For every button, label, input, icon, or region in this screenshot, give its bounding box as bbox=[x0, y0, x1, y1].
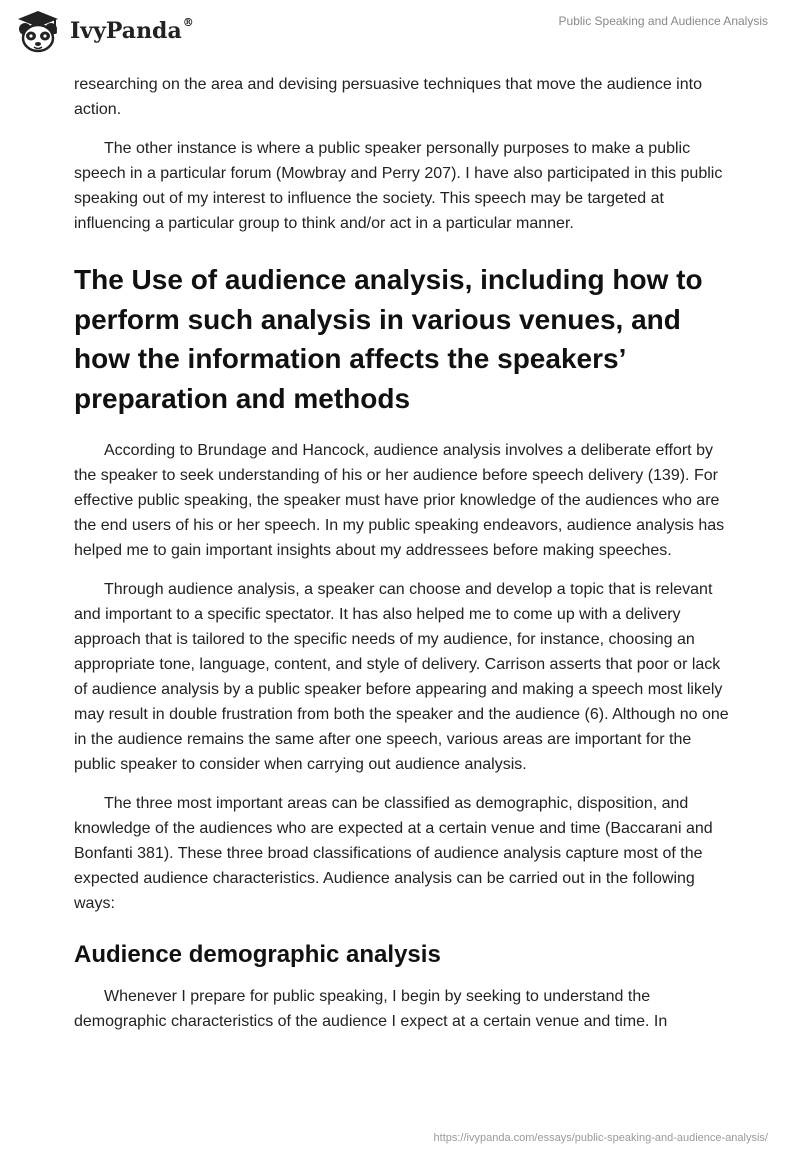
logo-wordmark: IvyPanda® bbox=[70, 16, 194, 44]
subsection-heading: Audience demographic analysis bbox=[74, 941, 441, 968]
paragraph: The three most important areas can be classified as demographic, disposition, and knowledge of the audiences who are expected at a certain venue and time (Baccarani and Bonfanti 381). These three broad classifications of audience analysis capture most of the expected audience characteristics. Audience analysis can be carried out in the following ways: bbox=[74, 795, 713, 912]
source-url: https://ivypanda.com/essays/public-speaking-and-audience-analysis/ bbox=[433, 1132, 768, 1144]
paragraph: According to Brundage and Hancock, audience analysis involves a deliberate effort by the speaker to seek understanding of his or her audience before speech delivery (139). For effective public speaking, the speaker must have prior knowledge of the audiences who are the end users of his or her speech. In my public speaking endeavors, audience analysis has helped me to gain important insights about my addressees before making speeches. bbox=[74, 442, 725, 559]
paragraph: The other instance is where a public speaker personally purposes to make a public speech in a particular forum (Mowbray and Perry 207). I have also participated in this public speaking out of my interest to influence the society. This speech may be targeted at influencing a particular group to think and/or act in a particular manner. bbox=[74, 140, 723, 232]
page-header bbox=[0, 0, 800, 72]
section-heading: The Use of audience analysis, including how to perform such analysis in various venues, and how the information affects the speakers’ preparation and methods bbox=[74, 264, 703, 414]
panda-logo-icon bbox=[14, 9, 62, 53]
paragraph-continued: researching on the area and devising persuasive techniques that move the audience into action. bbox=[74, 76, 702, 118]
ivypanda-logo[interactable] bbox=[14, 9, 194, 53]
essay-content bbox=[74, 72, 734, 1048]
paragraph: Whenever I prepare for public speaking, I begin by seeking to understand the demographic characteristics of the audience I expect at a certain venue and time. In bbox=[74, 988, 668, 1030]
paragraph: Through audience analysis, a speaker can choose and develop a topic that is relevant and important to a specific spectator. It has also helped me to come up with a delivery approach that is tailored to the specific needs of my audience, for instance, choosing an appropriate tone, language, content, and style of delivery. Carrison asserts that poor or lack of audience analysis by a public speaker before appearing and making a speech most likely may result in double frustration from both the speaker and the audience (6). Although no one in the audience remains the same after one speech, various areas are important for the public speaker to consider when carrying out audience analysis. bbox=[74, 581, 729, 773]
running-title: Public Speaking and Audience Analysis bbox=[558, 14, 768, 28]
